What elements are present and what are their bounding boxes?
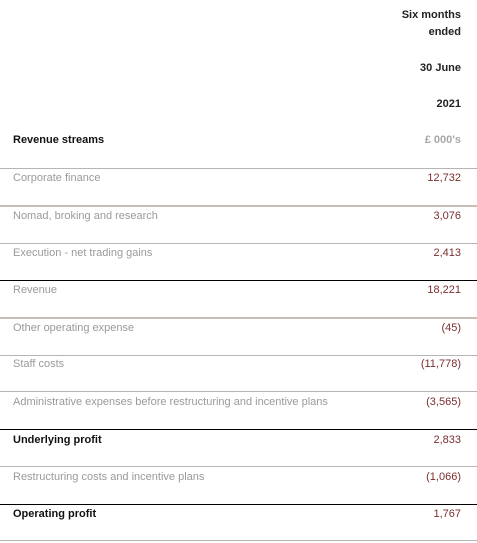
row-label: Other operating expense xyxy=(13,322,135,334)
row-divider xyxy=(0,280,477,281)
date-heading: 30 June xyxy=(420,62,461,74)
row-label: Administrative expenses before restructuring and incentive plans xyxy=(13,396,328,408)
row-label: Operating profit xyxy=(13,508,97,520)
row-value: 2,413 xyxy=(433,247,461,259)
row-divider xyxy=(0,504,477,505)
row-label: Restructuring costs and incentive plans xyxy=(13,471,205,483)
row-label: Nomad, broking and research xyxy=(13,210,158,222)
row-value: 2,833 xyxy=(433,434,461,446)
row-divider xyxy=(0,429,477,430)
row-value: (11,778) xyxy=(420,358,461,370)
period-heading: Six months ended xyxy=(401,9,461,38)
row-label: Underlying profit xyxy=(13,434,102,446)
year-heading: 2021 xyxy=(436,98,461,110)
row-divider xyxy=(0,540,477,541)
row-label: Revenue xyxy=(13,284,58,296)
row-divider xyxy=(0,317,477,319)
row-label: Execution - net trading gains xyxy=(13,247,153,259)
row-divider xyxy=(0,243,477,244)
row-value: 3,076 xyxy=(433,210,461,222)
row-label: Staff costs xyxy=(13,358,65,370)
row-value: (3,565) xyxy=(426,396,461,408)
row-divider xyxy=(0,466,477,467)
row-value: 1,767 xyxy=(433,508,461,520)
row-divider xyxy=(0,355,477,356)
row-label: Corporate finance xyxy=(13,172,101,184)
row-divider xyxy=(0,168,477,169)
row-value: 18,221 xyxy=(427,284,461,296)
row-divider xyxy=(0,391,477,392)
row-value: (45) xyxy=(441,322,461,334)
row-value: 12,732 xyxy=(427,172,461,184)
row-divider xyxy=(0,205,477,207)
units-label: £ 000's xyxy=(424,134,461,146)
row-value: (1,066) xyxy=(426,471,461,483)
revenue-streams-label: Revenue streams xyxy=(13,134,105,146)
